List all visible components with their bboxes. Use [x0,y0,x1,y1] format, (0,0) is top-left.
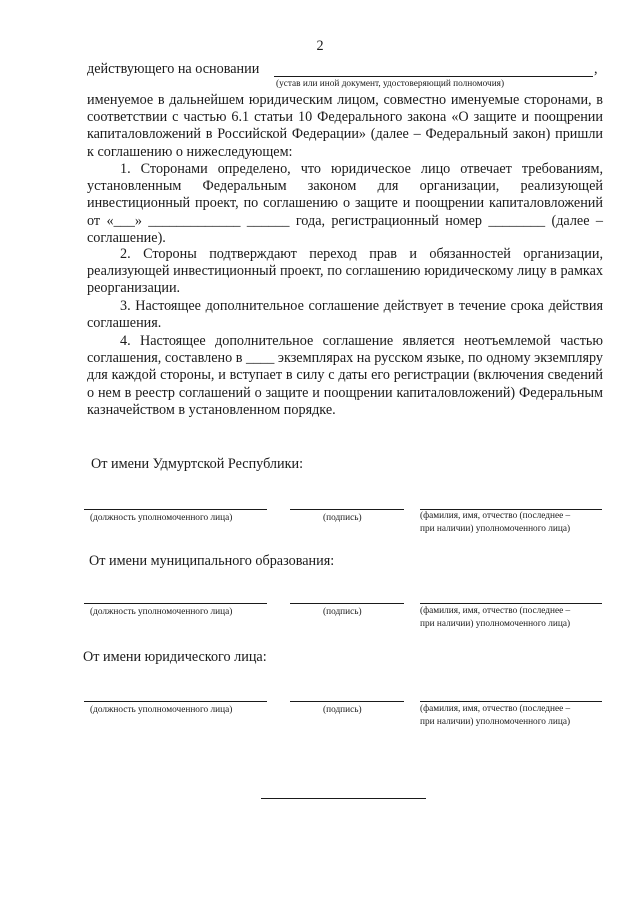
page-number: 2 [316,38,324,54]
signature-caption-legal-entity: (подпись) [323,705,362,715]
name-caption-1-municipality: (фамилия, имя, отчество (последнее – [420,606,571,616]
name-caption-1-republic: (фамилия, имя, отчество (последнее – [420,511,571,521]
signature-caption-republic: (подпись) [323,513,362,523]
basis-caption: (устав или иной документ, удостоверяющий полномочия) [276,79,505,89]
position-caption-legal-entity: (должность уполномоченного лица) [90,705,233,715]
position-line-municipality [84,603,267,604]
name-caption-1-legal-entity: (фамилия, имя, отчество (последнее – [420,704,571,714]
position-caption-municipality: (должность уполномоченного лица) [90,607,233,617]
clause-4-text: 4. Настоящее дополнительное соглашение является неотъемлемой частью соглашения, составлено в ____ экземплярах на русском языке, по одному экземпляру для каждой стороны, и вступает в силу с даты его регистрации (включения сведений о нем в реестр соглашений о защите и поощрении капиталовложений) Федеральным казначейством в установленном порядке. [87,333,603,418]
name-line-municipality [420,603,602,604]
clause-1-text: 1. Сторонами определено, что юридическое лицо отвечает требованиям, установленным Федеральным законом для организации, реализующей инвестиционный проект, по соглашению о защите и поощрении капиталовложений от «___» _____________ ______ года, регистрационный номер ________ (далее – соглашение). [87,161,603,246]
clause-2-text: 2. Стороны подтверждают переход прав и обязанностей организации, реализующей инвестиционный проект, по соглашению юридическому лицу в рамках реорганизации. [87,246,603,297]
name-line-legal-entity [420,701,602,702]
clause-3 [87,298,603,332]
clause-3-text: 3. Настоящее дополнительное соглашение действует в течение срока действия соглашения. [87,298,603,332]
signature-heading-legal-entity: От имени юридического лица: [83,649,267,665]
signature-line-municipality [290,603,404,604]
signature-line-legal-entity [290,701,404,702]
name-caption-2-republic: при наличии) уполномоченного лица) [420,524,571,534]
clause-1 [87,161,603,247]
intro-paragraph [87,92,603,161]
position-line-legal-entity [84,701,267,702]
signature-heading-republic: От имени Удмуртской Республики: [91,456,304,472]
position-caption-republic: (должность уполномоченного лица) [90,513,233,523]
intro-text: именуемое в дальнейшем юридическим лицом, совместно именуемые сторонами, в соответствии с частью 6.1 статьи 10 Федерального закона «О защите и поощрении капиталовложений в Российской Федерации» (далее – Федеральный закон) пришли к соглашению о нижеследующем: [87,92,603,160]
signature-line-republic [290,509,404,510]
basis-trailing-comma: , [594,61,598,77]
name-caption-2-legal-entity: при наличии) уполномоченного лица) [420,717,571,727]
signature-heading-municipality: От имени муниципального образования: [89,553,335,569]
position-line-republic [84,509,267,510]
basis-blank-line [274,76,593,77]
signature-caption-municipality: (подпись) [323,607,362,617]
basis-label: действующего на основании [87,61,260,77]
name-caption-2-municipality: при наличии) уполномоченного лица) [420,619,571,629]
clause-4 [87,333,603,419]
closing-separator-line [261,798,426,799]
clause-2 [87,246,603,298]
